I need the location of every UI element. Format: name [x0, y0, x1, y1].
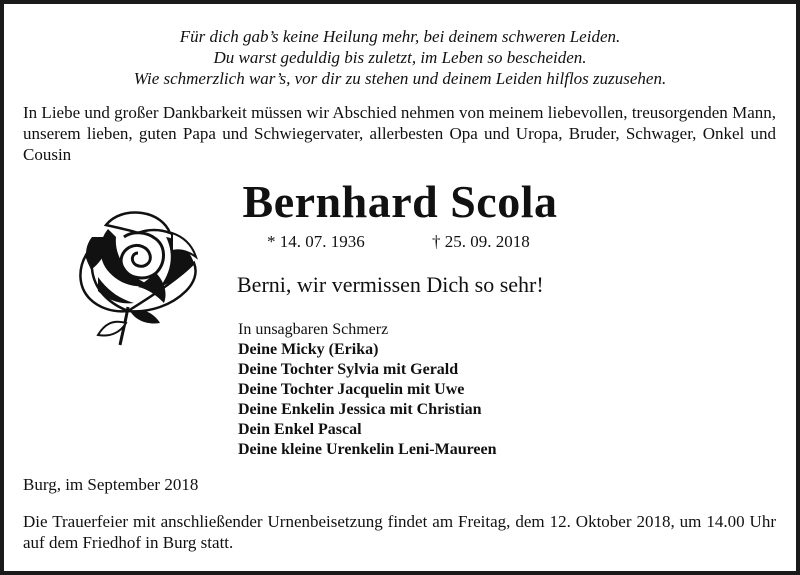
death-date: † 25. 09. 2018 [432, 232, 530, 251]
mourner: Deine kleine Urenkelin Leni-Maureen [238, 441, 497, 458]
mourners-intro: In unsagbaren Schmerz [238, 321, 389, 338]
place-date: Burg, im September 2018 [23, 475, 199, 494]
motto: Berni, wir vermissen Dich so sehr! [237, 272, 544, 297]
poem [4, 26, 796, 89]
intro-text: In Liebe und großer Dankbarkeit müssen wir Abschied nehmen von meinem liebevollen, treusorgenden Mann, unserem lieben, guten Papa und Schwiegervater, allerbesten Opa und Uropa, Bruder, Schwager, Onkel und Cousin [23, 103, 776, 164]
poem-line: Für dich gab’s keine Heilung mehr, bei deinem schweren Leiden. [179, 27, 621, 46]
mourner: Deine Enkelin Jessica mit Christian [238, 401, 482, 418]
birth-date: * 14. 07. 1936 [267, 232, 365, 251]
mourner: Deine Micky (Erika) [238, 341, 379, 358]
mourners-list [238, 320, 497, 460]
funeral-info: Die Trauerfeier mit anschließender Urnenbeisetzung findet am Freitag, dem 12. Oktober 2018, um 14.00 Uhr auf dem Friedhof in Burg statt. [23, 512, 776, 552]
mourner: Dein Enkel Pascal [238, 421, 362, 438]
rose-icon [68, 207, 200, 347]
poem-line: Du warst geduldig bis zuletzt, im Leben so bescheiden. [213, 48, 587, 67]
mourner: Deine Tochter Sylvia mit Gerald [238, 361, 459, 378]
mourner: Deine Tochter Jacquelin mit Uwe [238, 381, 465, 398]
poem-line: Wie schmerzlich war’s, vor dir zu stehen und deinem Leiden hilflos zuzusehen. [133, 69, 667, 88]
deceased-name: Bernhard Scola [242, 176, 558, 227]
